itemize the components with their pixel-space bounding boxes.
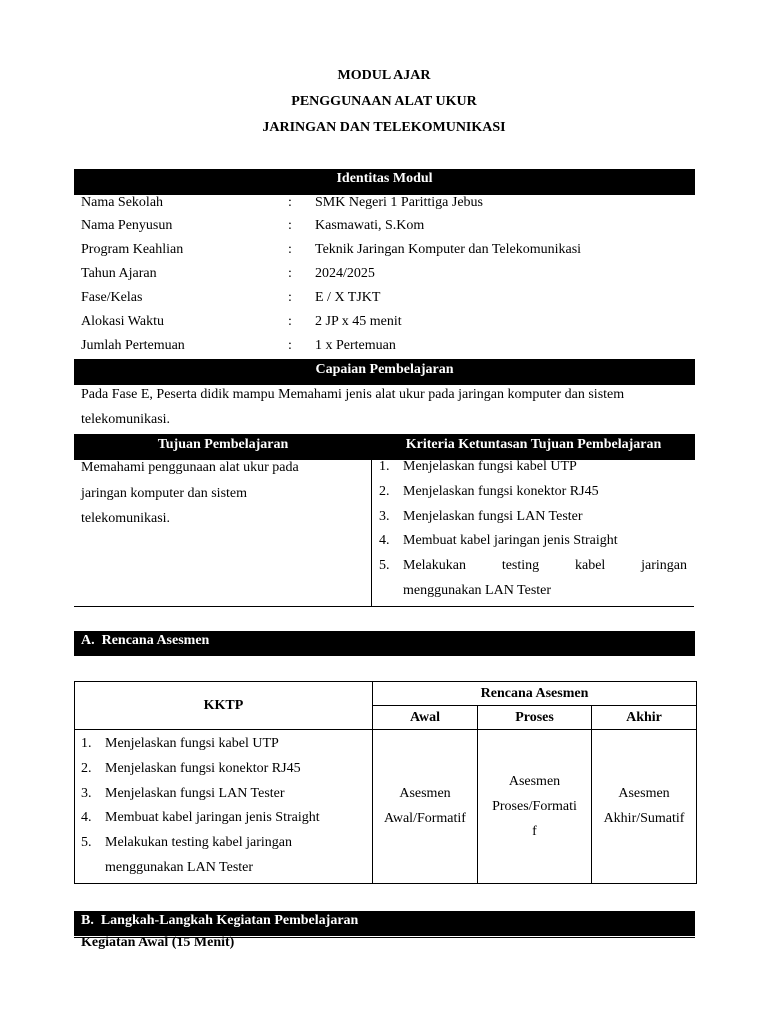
asesmen-kktp-list [81, 732, 366, 881]
asesmen-akhir-line2: Akhir/Sumatif [603, 811, 685, 827]
list-item [81, 732, 366, 757]
kegiatan-awal-heading: Kegiatan Awal (15 Menit) [81, 935, 235, 950]
list-number: 4. [379, 533, 390, 549]
asesmen-akhir-line1: Asesmen [618, 786, 670, 802]
identitas-label: Nama Penyusun [81, 218, 173, 233]
identitas-label: Fase/Kelas [81, 290, 143, 305]
asesmen-akhir-header: Akhir [592, 706, 697, 730]
asesmen-kktp-header: KKTP [75, 682, 373, 730]
list-text: Melakukan testing kabel jaringan [403, 558, 687, 574]
identitas-value: Kasmawati, S.Kom [315, 218, 425, 233]
identitas-row [74, 262, 694, 286]
list-item [81, 806, 366, 831]
identitas-value: 1 x Pertemuan [315, 338, 396, 353]
asesmen-akhir-cell [592, 730, 697, 884]
list-number: 2. [81, 760, 92, 776]
asesmen-kktp-cell [75, 730, 373, 884]
doc-title-line1: MODUL AJAR [337, 68, 431, 83]
list-item [379, 505, 687, 530]
identitas-label: Nama Sekolah [81, 195, 164, 210]
list-text: Menjelaskan fungsi kabel UTP [403, 459, 577, 474]
identitas-label: Tahun Ajaran [81, 266, 157, 281]
tujuan-text-line2: jaringan komputer dan sistem [81, 486, 248, 501]
identitas-value: Teknik Jaringan Komputer dan Telekomunikasi [315, 242, 582, 257]
identitas-heading: Identitas Modul [74, 169, 695, 195]
tujuan-bottom-border [74, 606, 694, 607]
list-item [81, 782, 366, 807]
asesmen-rencana-header: Rencana Asesmen [373, 682, 697, 706]
list-number: 5. [81, 835, 92, 851]
tujuan-divider [371, 460, 372, 606]
list-item [379, 480, 687, 505]
list-text: menggunakan LAN Tester [105, 859, 254, 875]
asesmen-table [74, 681, 697, 884]
capaian-heading: Capaian Pembelajaran [74, 359, 695, 385]
asesmen-proses-cell [478, 730, 592, 884]
list-text: Menjelaskan fungsi kabel UTP [105, 736, 279, 751]
section-a-title: A. Rencana Asesmen [81, 633, 210, 648]
asesmen-awal-line1: Asesmen [399, 786, 451, 802]
identitas-colon: : [288, 338, 292, 353]
list-text: Menjelaskan fungsi konektor RJ45 [105, 760, 301, 776]
section-b-heading [74, 911, 695, 936]
asesmen-proses-line2: Proses/Formati [492, 798, 577, 814]
list-text: Membuat kabel jaringan jenis Straight [105, 810, 320, 826]
list-number: 4. [81, 810, 92, 826]
list-item [379, 455, 687, 480]
identitas-row [74, 191, 694, 215]
tujuan-text-line3: telekomunikasi. [81, 511, 171, 526]
identitas-row [74, 286, 694, 310]
list-number: 3. [81, 785, 92, 801]
kktp-list [379, 455, 687, 604]
identitas-row [74, 238, 694, 262]
list-number: 1. [379, 459, 390, 474]
identitas-label: Alokasi Waktu [81, 314, 164, 329]
identitas-colon: : [288, 195, 292, 210]
asesmen-awal-cell [373, 730, 478, 884]
asesmen-awal-line2: Awal/Formatif [384, 811, 466, 827]
list-text: Menjelaskan fungsi LAN Tester [105, 785, 285, 801]
list-item [379, 529, 687, 554]
identitas-colon: : [288, 266, 292, 281]
list-number: 1. [81, 736, 92, 751]
identitas-label: Program Keahlian [81, 242, 184, 257]
asesmen-proses-line3: f [532, 823, 537, 839]
list-item [379, 554, 687, 604]
identitas-colon: : [288, 290, 292, 305]
identitas-label: Jumlah Pertemuan [81, 338, 185, 353]
doc-title-line3: JARINGAN DAN TELEKOMUNIKASI [262, 120, 506, 135]
identitas-colon: : [288, 314, 292, 329]
list-number: 2. [379, 483, 390, 499]
identitas-row [74, 214, 694, 238]
tujuan-heading: Tujuan Pembelajaran [157, 437, 289, 452]
identitas-value: 2024/2025 [315, 266, 375, 281]
identitas-colon: : [288, 218, 292, 233]
asesmen-awal-header: Awal [373, 706, 478, 730]
list-text: menggunakan LAN Tester [403, 582, 552, 598]
list-number: 5. [379, 558, 390, 574]
identitas-value: E / X TJKT [315, 290, 381, 305]
list-text: Menjelaskan fungsi konektor RJ45 [403, 483, 599, 499]
list-text: Membuat kabel jaringan jenis Straight [403, 533, 618, 549]
asesmen-proses-header: Proses [478, 706, 592, 730]
asesmen-proses-line1: Asesmen [508, 773, 561, 789]
tujuan-text-line1: Memahami penggunaan alat ukur pada [81, 460, 299, 475]
list-item [81, 757, 366, 782]
list-text: Menjelaskan fungsi LAN Tester [403, 508, 583, 524]
identitas-row [74, 334, 694, 358]
list-number: 3. [379, 508, 390, 524]
doc-title-line2: PENGGUNAAN ALAT UKUR [291, 94, 477, 109]
section-b-title: B. Langkah-Langkah Kegiatan Pembelajaran [81, 913, 359, 928]
kktp-heading: Kriteria Ketuntasan Tujuan Pembelajaran [405, 437, 662, 452]
list-text: Melakukan testing kabel jaringan [105, 835, 292, 851]
capaian-text-line1: Pada Fase E, Peserta didik mampu Memahami jenis alat ukur pada jaringan komputer dan sistem [81, 387, 625, 402]
identitas-row [74, 310, 694, 334]
identitas-value: 2 JP x 45 menit [315, 314, 402, 329]
list-item [81, 831, 366, 881]
capaian-text-line2: telekomunikasi. [81, 412, 171, 427]
identitas-colon: : [288, 242, 292, 257]
section-a-heading [74, 631, 695, 656]
identitas-value: SMK Negeri 1 Parittiga Jebus [315, 195, 483, 210]
